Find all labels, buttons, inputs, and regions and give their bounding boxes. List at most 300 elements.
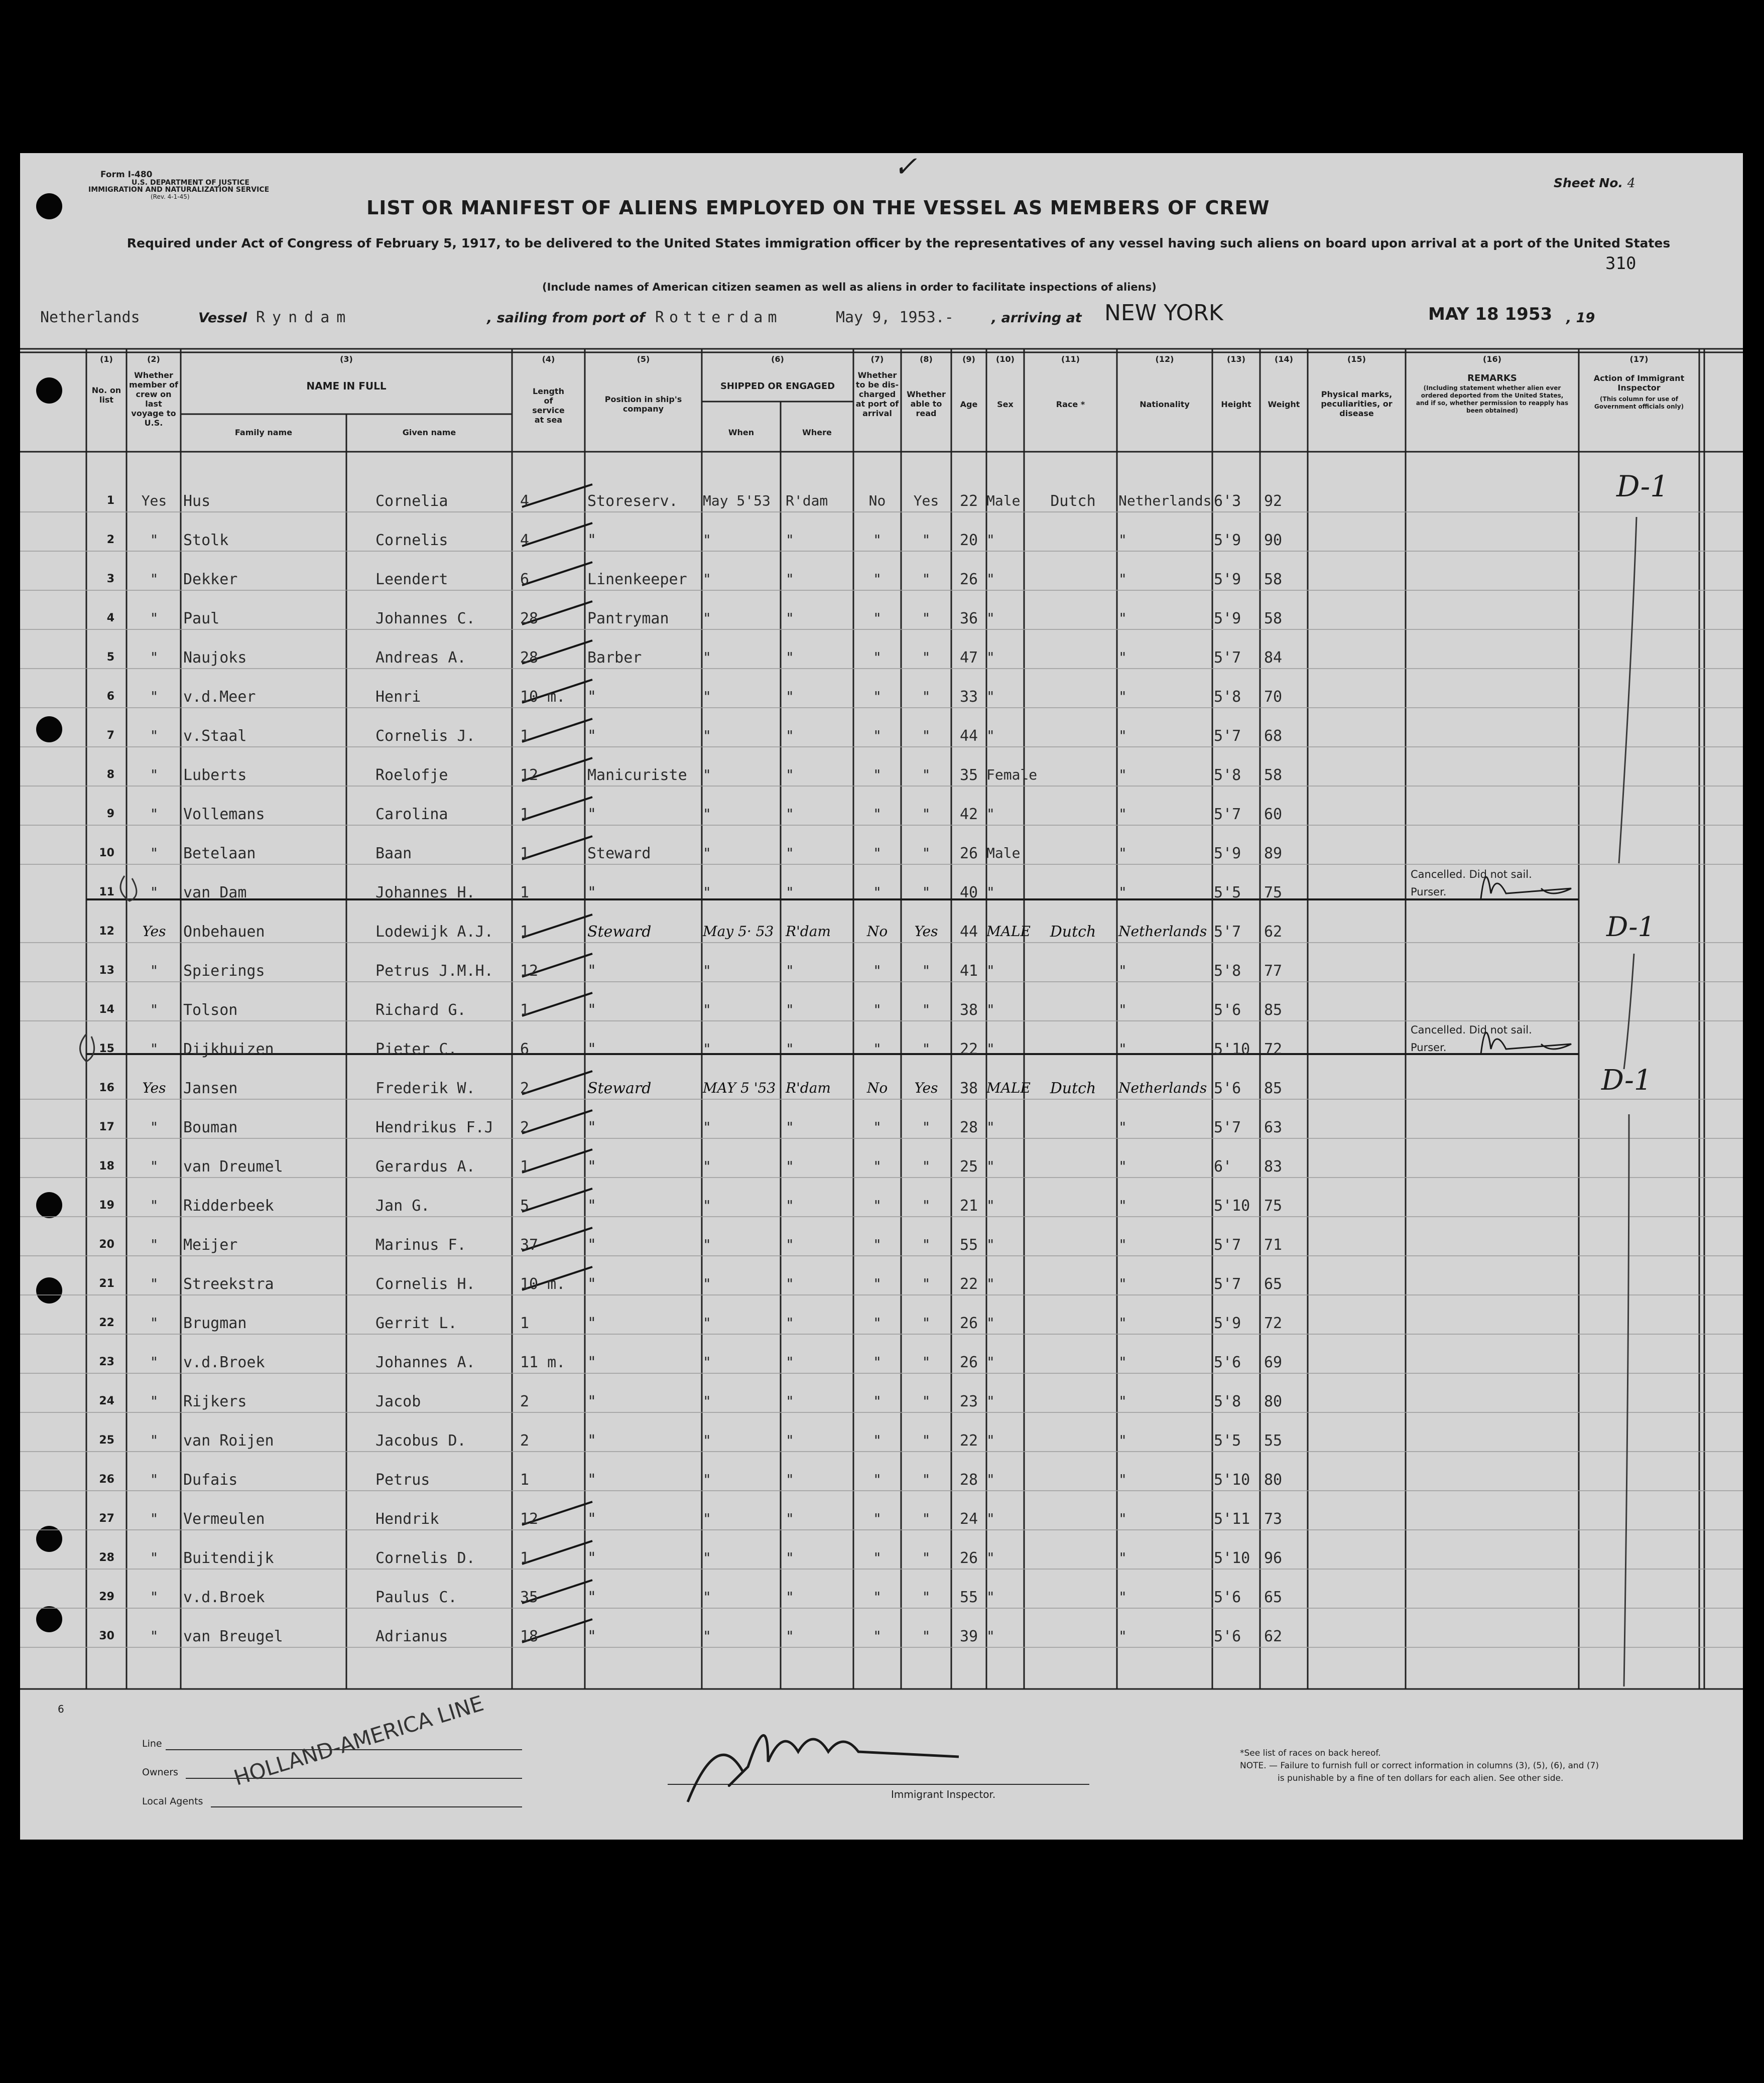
cell-weight: 65: [1264, 1589, 1283, 1606]
cell-where: ": [786, 884, 794, 900]
cell-given: Frederik W.: [375, 1080, 475, 1097]
cell-sex: ": [986, 1393, 995, 1409]
cell-service: 1: [520, 845, 530, 862]
cell-discharged: ": [873, 766, 881, 783]
col-9-number: (9): [962, 354, 975, 364]
line-label: Line: [142, 1738, 162, 1749]
cell-height: 5'9: [1214, 1315, 1241, 1332]
departure-port: Rotterdam: [655, 309, 782, 326]
cell-service: 2: [520, 1393, 530, 1410]
cell-given: Adrianus: [375, 1628, 448, 1645]
cell-family: Stolk: [183, 532, 229, 549]
cell-service: 1: [520, 1001, 530, 1019]
col-4-number: (4): [542, 354, 555, 364]
col-16-number: (16): [1483, 354, 1501, 364]
cell-weight: 96: [1264, 1549, 1283, 1567]
cell-read: ": [922, 962, 931, 979]
sailing-date: May 9, 1953.-: [836, 309, 954, 326]
cell-given: Petrus J.M.H.: [375, 962, 493, 980]
cell-height: 5'9: [1214, 571, 1241, 588]
cell-given: Jan G.: [375, 1197, 430, 1215]
cell-family: Streekstra: [183, 1275, 274, 1293]
cell-discharged: ": [873, 1001, 881, 1018]
cell-position: Linenkeeper: [587, 571, 687, 588]
inspector-mark-3: D-1: [1601, 1064, 1652, 1097]
col-16-header: REMARKS: [1467, 373, 1517, 383]
cell-nationality: ": [1118, 532, 1127, 548]
cell-when: ": [703, 1471, 711, 1488]
cell-service: 1: [520, 1158, 530, 1176]
cell-prev: ": [150, 649, 159, 666]
cell-nationality: ": [1118, 610, 1127, 626]
stamp-number: 310: [1605, 253, 1636, 274]
cell-when: ": [703, 1001, 711, 1018]
cell-nationality: ": [1118, 1001, 1127, 1018]
inspector-mark-1: D-1: [1616, 469, 1669, 503]
cell-age: 26: [959, 845, 978, 862]
cell-service: 11 m.: [520, 1354, 566, 1371]
cell-read: ": [922, 1001, 931, 1018]
col-5-header: Position in ship's company: [604, 395, 682, 414]
cell-nationality: ": [1118, 766, 1127, 783]
remark-cancelled-11: Cancelled. Did not sail.: [1411, 868, 1532, 880]
cell-position: ": [587, 962, 597, 980]
cell-weight: 70: [1264, 688, 1283, 706]
cell-prev: ": [150, 1158, 159, 1175]
cell-weight: 72: [1264, 1040, 1283, 1058]
cell-when: ": [703, 845, 711, 861]
cell-sex: ": [986, 1158, 995, 1175]
cell-when: ": [703, 806, 711, 822]
cell-family: Hus: [183, 492, 211, 510]
cell-discharged: ": [873, 688, 881, 705]
cell-age: 28: [959, 1119, 978, 1136]
cell-position: ": [587, 1197, 597, 1215]
cell-sex: ": [986, 1275, 995, 1292]
arriving-label: , arriving at: [991, 310, 1082, 326]
cell-nationality: ": [1118, 1119, 1127, 1135]
cell-given: Hendrik: [375, 1510, 439, 1528]
cell-sex: ": [986, 1354, 995, 1370]
cell-family: Ridderbeek: [183, 1197, 274, 1215]
cell-service: 18: [520, 1628, 539, 1645]
cell-position: ": [587, 1001, 597, 1019]
cell-service: 1: [520, 727, 530, 745]
col-6b-header: Where: [802, 428, 832, 437]
cell-position: Storeserv.: [587, 492, 678, 510]
note-text: — Failure to furnish full or correct information in columns (3), (5), (6), and (7): [1269, 1761, 1599, 1771]
cell-service: 35: [520, 1589, 539, 1606]
cell-prev: ": [150, 1354, 159, 1370]
row-number: 9: [106, 808, 114, 820]
form-revision: (Rev. 4-1-45): [151, 193, 190, 200]
cell-weight: 85: [1264, 1080, 1283, 1097]
cell-prev: ": [150, 610, 159, 626]
col-11-header: Race *: [1056, 400, 1085, 409]
col-17-number: (17): [1629, 354, 1649, 364]
cell-position: ": [587, 1040, 597, 1058]
cell-height: 5'6: [1214, 1589, 1241, 1606]
cell-prev: ": [150, 1471, 159, 1488]
cell-discharged: No: [866, 923, 888, 940]
cell-sex: ": [986, 1471, 995, 1488]
cell-nationality: ": [1118, 1432, 1127, 1449]
cell-given: Cornelis: [375, 532, 448, 549]
cell-sex: MALE: [986, 923, 1031, 940]
col-6-header: SHIPPED OR ENGAGED: [720, 381, 835, 392]
cell-weight: 75: [1264, 1197, 1283, 1215]
cell-service: 4: [520, 532, 530, 549]
cell-age: 44: [959, 727, 978, 745]
cell-read: ": [922, 1315, 931, 1331]
col-17-subheader: (This column for use of Government officials only): [1594, 396, 1684, 410]
cell-weight: 58: [1264, 610, 1283, 627]
cell-where: ": [786, 1315, 794, 1331]
cell-nationality: ": [1118, 688, 1127, 705]
cell-when: ": [703, 1589, 711, 1605]
cell-prev: Yes: [142, 1080, 166, 1096]
cell-when: ": [703, 610, 711, 626]
remark-cancelled-15: Cancelled. Did not sail.: [1411, 1024, 1532, 1036]
col-6-number: (6): [771, 354, 784, 364]
cell-age: 26: [959, 1354, 978, 1371]
cell-nationality: Netherlands: [1118, 492, 1212, 509]
cell-position: ": [587, 1432, 597, 1450]
cell-where: ": [786, 1432, 794, 1449]
cell-weight: 68: [1264, 727, 1283, 745]
cell-discharged: ": [873, 1549, 881, 1566]
cell-family: Rijkers: [183, 1393, 247, 1410]
cell-service: 6: [520, 571, 530, 588]
cell-sex: ": [986, 1197, 995, 1214]
cell-read: ": [922, 688, 931, 705]
cell-sex: MALE: [986, 1080, 1031, 1096]
cell-read: ": [922, 1040, 931, 1057]
cell-height: 6'3: [1214, 492, 1241, 510]
cell-weight: 63: [1264, 1119, 1283, 1136]
cell-discharged: ": [873, 532, 881, 548]
vessel-name: Ryndam: [256, 309, 353, 326]
cell-when: May 5'53: [703, 492, 771, 509]
cell-given: Richard G.: [375, 1001, 466, 1019]
cell-discharged: ": [873, 1432, 881, 1449]
cell-nationality: ": [1118, 571, 1127, 587]
sailing-label: , sailing from port of: [487, 310, 645, 326]
cell-position: ": [587, 532, 597, 549]
cell-service: 6: [520, 1040, 530, 1058]
cell-sex: ": [986, 1432, 995, 1449]
cell-nationality: ": [1118, 1040, 1127, 1057]
cell-service: 1: [520, 1549, 530, 1567]
footer-note: [1240, 1761, 1599, 1771]
cell-position: ": [587, 1393, 597, 1410]
cell-age: 22: [959, 1275, 978, 1293]
cell-family: Luberts: [183, 766, 247, 784]
cell-sex: ": [986, 1510, 995, 1527]
cell-age: 22: [959, 1040, 978, 1058]
races-note: *See list of races on back hereof.: [1240, 1748, 1381, 1758]
cell-nationality: ": [1118, 1315, 1127, 1331]
row-number: 18: [99, 1160, 114, 1173]
cell-height: 5'10: [1214, 1040, 1250, 1058]
cell-position: ": [587, 1628, 597, 1645]
cell-discharged: ": [873, 845, 881, 861]
cell-family: Dekker: [183, 571, 238, 588]
cell-prev: ": [150, 1001, 159, 1018]
col-10-number: (10): [996, 354, 1015, 364]
cell-sex: ": [986, 1549, 995, 1566]
cell-nationality: ": [1118, 649, 1127, 666]
cell-position: Manicuriste: [587, 766, 687, 784]
cell-weight: 58: [1264, 766, 1283, 784]
cell-height: 5'7: [1214, 727, 1241, 745]
cell-where: ": [786, 845, 794, 861]
col-3-header: NAME IN FULL: [306, 380, 387, 392]
cell-age: 25: [959, 1158, 978, 1176]
cell-family: Vollemans: [183, 806, 265, 823]
form-note: (Include names of American citizen seamen as well as aliens in order to facilitate inspections of aliens): [542, 281, 1157, 293]
cell-given: Jacob: [375, 1393, 421, 1410]
col-6a-header: When: [728, 428, 754, 437]
cell-position: Steward: [587, 845, 651, 862]
cell-read: ": [922, 1471, 931, 1488]
cell-sex: ": [986, 610, 995, 626]
cell-sex: ": [986, 1628, 995, 1644]
cell-sex: ": [986, 1040, 995, 1057]
cell-age: 38: [959, 1001, 978, 1019]
cell-prev: ": [150, 1040, 159, 1057]
cell-where: ": [786, 1158, 794, 1175]
cell-weight: 65: [1264, 1275, 1283, 1293]
cell-age: 33: [959, 688, 978, 706]
cell-when: ": [703, 649, 711, 666]
cell-family: Dufais: [183, 1471, 238, 1489]
cell-position: ": [587, 806, 597, 823]
cell-nationality: ": [1118, 1471, 1127, 1488]
cell-prev: ": [150, 845, 159, 861]
cell-sex: ": [986, 806, 995, 822]
cell-position: Pantryman: [587, 610, 669, 627]
cell-family: Betelaan: [183, 845, 256, 862]
cell-prev: ": [150, 688, 159, 705]
cell-weight: 90: [1264, 532, 1283, 549]
cell-read: Yes: [914, 923, 938, 940]
cell-read: ": [922, 766, 931, 783]
row-number: 26: [99, 1473, 114, 1486]
cell-height: 5'6: [1214, 1354, 1241, 1371]
cell-read: ": [922, 1510, 931, 1527]
cell-discharged: ": [873, 1236, 881, 1253]
cell-sex: ": [986, 688, 995, 705]
row-number: 30: [99, 1630, 114, 1642]
cell-service: 10 m.: [520, 1275, 566, 1293]
cell-age: 40: [959, 884, 978, 901]
col-16-subheader: (Including statement whether alien ever ordered deported from the United States, and if so, whether permission to reapply has been obtained): [1416, 384, 1569, 414]
cell-discharged: ": [873, 1510, 881, 1527]
col-12-header: Nationality: [1140, 400, 1190, 409]
cell-where: ": [786, 1628, 794, 1644]
cell-discharged: ": [873, 1315, 881, 1331]
cell-sex: Female: [986, 766, 1038, 783]
cell-service: 37: [520, 1236, 539, 1254]
row-number: 21: [99, 1277, 114, 1290]
cell-prev: ": [150, 884, 159, 900]
cell-race: Dutch: [1050, 1080, 1096, 1097]
cell-where: ": [786, 1510, 794, 1527]
cell-position: ": [587, 1589, 597, 1606]
cell-when: ": [703, 1393, 711, 1409]
cell-position: ": [587, 1471, 597, 1489]
cell-service: 1: [520, 1471, 530, 1489]
cell-read: ": [922, 1119, 931, 1135]
cell-age: 26: [959, 1315, 978, 1332]
form-subtitle: Required under Act of Congress of February 5, 1917, to be delivered to the United States immigration officer by the representatives of any vessel having such aliens on board upon arrival at a port of the United States: [127, 236, 1671, 250]
cell-read: ": [922, 532, 931, 548]
cell-read: ": [922, 806, 931, 822]
col-9-header: Age: [960, 400, 978, 409]
cell-position: ": [587, 1510, 597, 1528]
col-1-header: No. on list: [91, 385, 121, 405]
row-number: 15: [99, 1043, 114, 1055]
cell-family: v.d.Broek: [183, 1354, 265, 1371]
cell-when: ": [703, 1119, 711, 1135]
cell-read: ": [922, 571, 931, 587]
cell-read: ": [922, 1354, 931, 1370]
cell-race: Dutch: [1050, 923, 1096, 941]
footer-note-2: is punishable by a fine of ten dollars for each alien. See other side.: [1278, 1773, 1564, 1783]
arrival-date: MAY 18 1953: [1428, 304, 1553, 324]
cell-height: 5'7: [1214, 1119, 1241, 1136]
cell-age: 22: [959, 492, 978, 510]
cell-sex: ": [986, 962, 995, 979]
cell-given: Carolina: [375, 806, 448, 823]
row-number: 3: [106, 573, 114, 585]
cell-prev: ": [150, 1510, 159, 1527]
cell-given: Petrus: [375, 1471, 430, 1489]
cell-when: ": [703, 1432, 711, 1449]
cell-given: Marinus F.: [375, 1236, 466, 1254]
department-name: U.S. DEPARTMENT OF JUSTICE: [132, 179, 249, 187]
vessel-label: Vessel: [198, 310, 247, 326]
cell-sex: ": [986, 1589, 995, 1605]
cell-age: 55: [959, 1589, 978, 1606]
cell-height: 6': [1214, 1158, 1232, 1176]
cell-height: 5'11: [1214, 1510, 1250, 1528]
cell-age: 20: [959, 532, 978, 549]
row-number: 19: [99, 1199, 114, 1212]
cell-age: 47: [959, 649, 978, 667]
cell-sex: ": [986, 1315, 995, 1331]
cell-nationality: ": [1118, 1589, 1127, 1605]
cell-read: ": [922, 1393, 931, 1409]
cell-weight: 58: [1264, 571, 1283, 588]
cell-weight: 92: [1264, 492, 1283, 510]
cell-where: ": [786, 1549, 794, 1566]
cell-read: ": [922, 884, 931, 900]
cell-given: Johannes H.: [375, 884, 475, 901]
cell-height: 5'8: [1214, 1393, 1241, 1410]
cell-service: 2: [520, 1119, 530, 1136]
cell-family: van Breugel: [183, 1628, 283, 1645]
cell-weight: 62: [1264, 923, 1283, 941]
col-7-number: (7): [870, 354, 884, 364]
cell-given: Jacobus D.: [375, 1432, 466, 1450]
cell-height: 5'8: [1214, 962, 1241, 980]
cell-where: ": [786, 1275, 794, 1292]
cell-prev: ": [150, 727, 159, 744]
cell-given: Cornelis D.: [375, 1549, 475, 1567]
cell-service: 10 m.: [520, 688, 566, 706]
cell-given: Leendert: [375, 571, 448, 588]
cell-when: ": [703, 1040, 711, 1057]
cell-nationality: ": [1118, 1393, 1127, 1409]
cell-position: ": [587, 1315, 597, 1332]
cell-family: v.d.Broek: [183, 1589, 265, 1606]
cell-height: 5'7: [1214, 1275, 1241, 1293]
cell-given: Gerardus A.: [375, 1158, 475, 1176]
cell-family: Spierings: [183, 962, 265, 980]
cell-sex: ": [986, 1001, 995, 1018]
cell-given: Paulus C.: [375, 1589, 457, 1606]
cell-discharged: ": [873, 610, 881, 626]
cell-position: ": [587, 1354, 597, 1371]
cell-discharged: ": [873, 1354, 881, 1370]
cell-discharged: ": [873, 1158, 881, 1175]
cell-age: 22: [959, 1432, 978, 1450]
cell-when: ": [703, 766, 711, 783]
cell-position: Steward: [587, 923, 652, 941]
cell-age: 35: [959, 766, 978, 784]
cell-family: Jansen: [183, 1080, 238, 1097]
col-15-number: (15): [1347, 354, 1366, 364]
cell-weight: 83: [1264, 1158, 1283, 1176]
row-number: 8: [106, 768, 114, 781]
cell-where: ": [786, 962, 794, 979]
col-2-header: Whether member of crew on last voyage to U.S.: [129, 370, 178, 428]
cell-discharged: ": [873, 1393, 881, 1409]
cell-discharged: ": [873, 1197, 881, 1214]
cell-where: ": [786, 1354, 794, 1370]
cell-given: Lodewijk A.J.: [375, 923, 493, 941]
cell-weight: 89: [1264, 845, 1283, 862]
cell-when: ": [703, 962, 711, 979]
cell-discharged: ": [873, 1589, 881, 1605]
cell-sex: Male: [986, 845, 1021, 861]
cell-weight: 60: [1264, 806, 1283, 823]
cell-service: 5: [520, 1197, 530, 1215]
cell-sex: ": [986, 649, 995, 666]
cell-given: Gerrit L.: [375, 1315, 457, 1332]
cell-prev: ": [150, 1236, 159, 1253]
row-number: 22: [99, 1317, 114, 1329]
cell-family: Paul: [183, 610, 220, 627]
cell-when: MAY 5 '53: [703, 1080, 776, 1096]
col-11-number: (11): [1061, 354, 1080, 364]
cell-prev: Yes: [141, 492, 167, 509]
cell-weight: 73: [1264, 1510, 1283, 1528]
cell-family: Buitendijk: [183, 1549, 274, 1567]
cell-prev: Yes: [142, 923, 166, 940]
cell-when: ": [703, 884, 711, 900]
col-8-number: (8): [920, 354, 933, 364]
cell-where: ": [786, 1589, 794, 1605]
cell-sex: ": [986, 532, 995, 548]
cell-read: ": [922, 1589, 931, 1605]
cell-prev: ": [150, 571, 159, 587]
cell-discharged: ": [873, 649, 881, 666]
cell-when: ": [703, 1315, 711, 1331]
cell-when: ": [703, 1275, 711, 1292]
